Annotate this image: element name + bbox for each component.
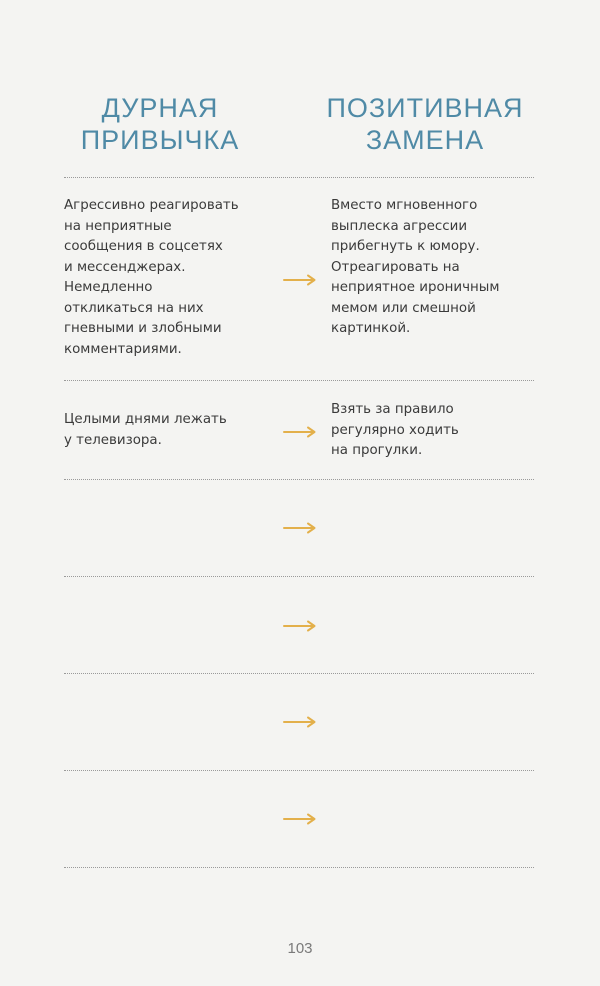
arrow-right-icon bbox=[283, 426, 317, 438]
text-line: Агрессивно реагировать bbox=[64, 198, 239, 213]
column-heading-positive-replacement bbox=[325, 92, 525, 156]
arrow-right-icon bbox=[283, 716, 317, 728]
text-line: на неприятные bbox=[64, 218, 172, 234]
arrow-right-icon bbox=[283, 620, 317, 632]
text-line: выплеска агрессии bbox=[331, 218, 468, 234]
text-line: Отреагировать на bbox=[331, 259, 460, 275]
text-line: мемом или смешной bbox=[331, 300, 476, 316]
row-divider bbox=[64, 479, 534, 480]
row-divider bbox=[64, 770, 534, 771]
text-line: комментариями. bbox=[64, 341, 182, 357]
heading-line: ЗАМЕНА bbox=[365, 125, 485, 155]
arrow-right-icon bbox=[283, 522, 317, 534]
bad-habit-cell bbox=[64, 410, 274, 451]
text-line: прибегнуть к юмору. bbox=[331, 239, 480, 254]
text-line: регулярно ходить bbox=[331, 422, 459, 438]
arrow-right-icon bbox=[283, 274, 317, 286]
text-line: Немедленно bbox=[64, 280, 153, 295]
column-heading-bad-habit bbox=[60, 92, 260, 156]
arrow-right-icon bbox=[283, 813, 317, 825]
text-line: гневными и злобными bbox=[64, 321, 222, 336]
heading-line: ПОЗИТИВНАЯ bbox=[326, 93, 524, 123]
text-line: неприятное ироничным bbox=[331, 280, 500, 295]
text-line: сообщения в соцсетях bbox=[64, 239, 223, 254]
page-number: 103 bbox=[287, 940, 313, 957]
text-line: на прогулки. bbox=[331, 443, 423, 458]
text-line: Вместо мгновенного bbox=[331, 198, 478, 213]
text-line: Целыми днями лежать bbox=[64, 412, 227, 427]
heading-line: ПРИВЫЧКА bbox=[80, 125, 240, 155]
bad-habit-cell bbox=[64, 196, 274, 360]
positive-replacement-cell bbox=[331, 400, 541, 462]
row-divider bbox=[64, 177, 534, 178]
text-line: у телевизора. bbox=[64, 432, 162, 448]
row-divider bbox=[64, 867, 534, 868]
text-line: и мессенджерах. bbox=[64, 259, 186, 275]
text-line: откликаться на них bbox=[64, 300, 204, 316]
text-line: картинкой. bbox=[331, 321, 411, 336]
heading-line: ДУРНАЯ bbox=[101, 93, 219, 123]
row-divider bbox=[64, 673, 534, 674]
text-line: Взять за правило bbox=[331, 402, 454, 417]
positive-replacement-cell bbox=[331, 196, 541, 340]
row-divider bbox=[64, 576, 534, 577]
row-divider bbox=[64, 380, 534, 381]
